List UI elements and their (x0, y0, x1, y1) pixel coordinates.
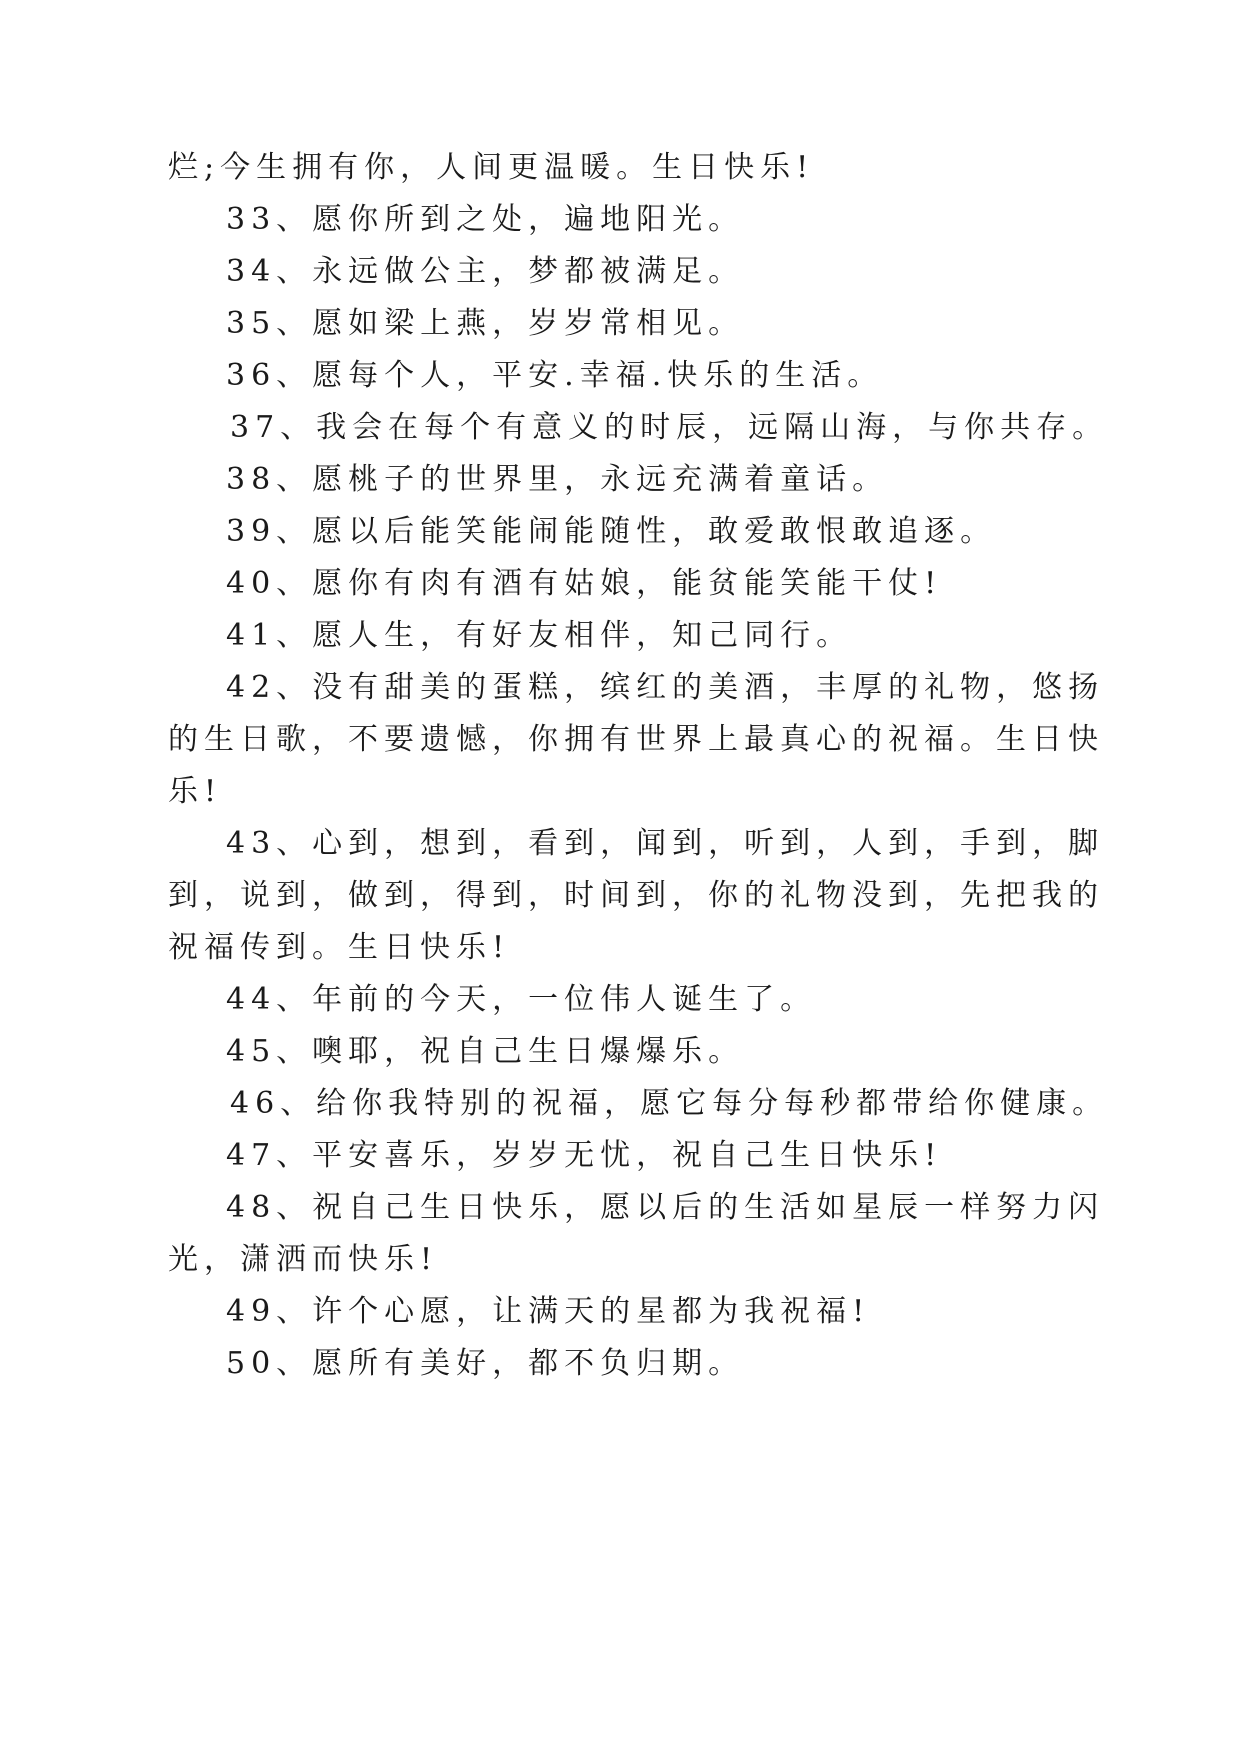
text-line: 烂;今生拥有你，人间更温暖。生日快乐! (168, 150, 815, 185)
text-line: 40、愿你有肉有酒有姑娘，能贫能笑能干仗! (226, 566, 943, 601)
text-line: 46、给你我特别的祝福，愿它每分每秒都带给你健康。 (230, 1086, 1109, 1121)
text-line: 33、愿你所到之处，遍地阳光。 (226, 202, 745, 237)
text-line: 的生日歌，不要遗憾，你拥有世界上最真心的祝福。生日快 (168, 722, 1104, 757)
text-line: 49、许个心愿，让满天的星都为我祝福! (226, 1294, 871, 1329)
text-line: 34、永远做公主，梦都被满足。 (226, 254, 745, 289)
text-line: 48、祝自己生日快乐，愿以后的生活如星辰一样努力闪 (226, 1190, 1105, 1225)
text-line: 光，潇洒而快乐! (168, 1242, 439, 1277)
text-line: 祝福传到。生日快乐! (168, 930, 511, 965)
text-line: 45、噢耶，祝自己生日爆爆乐。 (226, 1034, 745, 1069)
text-line: 42、没有甜美的蛋糕，缤红的美酒，丰厚的礼物，悠扬 (226, 670, 1105, 705)
text-line: 50、愿所有美好，都不负归期。 (226, 1346, 745, 1381)
text-line: 乐! (168, 774, 223, 809)
text-line: 44、年前的今天，一位伟人诞生了。 (226, 982, 817, 1017)
text-line: 37、我会在每个有意义的时辰，远隔山海，与你共存。 (230, 410, 1109, 445)
text-line: 36、愿每个人，平安.幸福.快乐的生活。 (226, 358, 884, 393)
text-line: 47、平安喜乐，岁岁无忧，祝自己生日快乐! (226, 1138, 943, 1173)
text-line: 35、愿如梁上燕，岁岁常相见。 (226, 306, 745, 341)
text-line: 38、愿桃子的世界里，永远充满着童话。 (226, 462, 889, 497)
text-line: 39、愿以后能笑能闹能随性，敢爱敢恨敢追逐。 (226, 514, 997, 549)
text-line: 到，说到，做到，得到，时间到，你的礼物没到，先把我的 (168, 878, 1104, 913)
text-line: 43、心到，想到，看到，闻到，听到，人到，手到，脚 (226, 826, 1105, 861)
text-line: 41、愿人生，有好友相伴，知己同行。 (226, 618, 853, 653)
